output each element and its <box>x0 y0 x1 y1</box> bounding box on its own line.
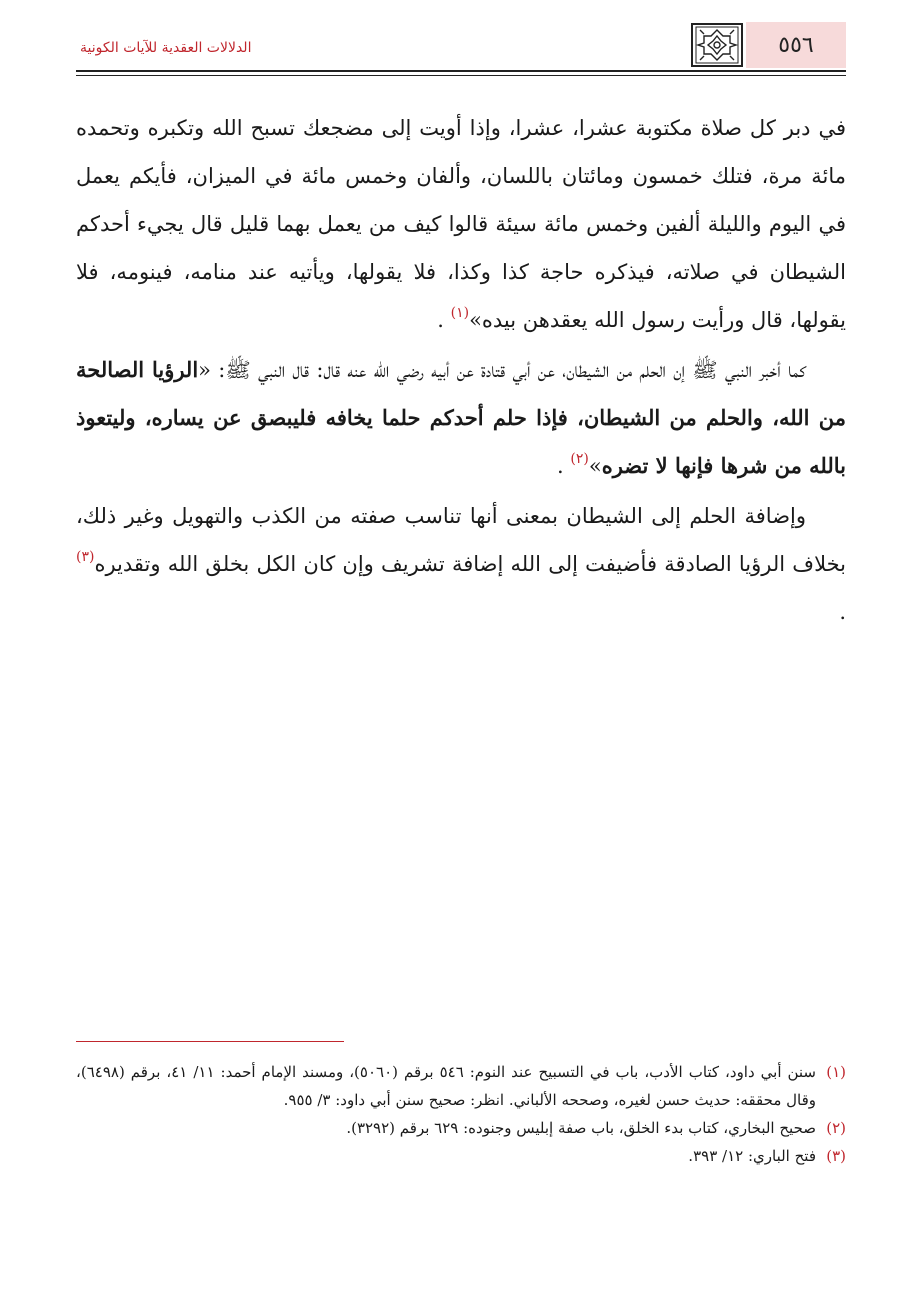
main-text <box>76 104 846 638</box>
ornament-icon <box>690 23 744 67</box>
running-title: الدلالات العقدية للآيات الكونية <box>80 40 252 56</box>
paragraph-1-end: . <box>437 308 451 332</box>
paragraph-1 <box>76 104 846 344</box>
header-rule <box>76 70 846 72</box>
quote-close: » <box>588 454 602 478</box>
footnote-ref-2[interactable]: (٢) <box>570 451 589 467</box>
paragraph-1-text: في دبر كل صلاة مكتوبة عشرا، عشرا، وإذا أويت إلى مضجعك تسبح الله وتكبره وتحمده مائة مرة، فتلك خمسون ومائتان باللسان، وألفان وخمس مائة في الميزان، فأيكم يعمل في اليوم والليلة ألفين وخمس مائة سيئة قالوا كيف من يعمل بهما قليل قال يجيء أحدكم الشيطان في صلاته، فيذكره حاجة كذا وكذا، فلا يقولها، ويأتيه عند منامه، فينومه، فلا يقولها، قال ورأيت رسول الله يعقدهن بيده» <box>76 116 846 332</box>
footnote-ref-3[interactable]: (٣) <box>76 549 95 565</box>
page-number-box <box>746 22 846 68</box>
footnote-text: فتح الباري: ١٢/ ٣٩٣. <box>688 1147 816 1165</box>
paragraph-3-text: وإضافة الحلم إلى الشيطان بمعنى أنها تناسب صفته من الكذب والتهويل وغير ذلك، بخلاف الرؤيا الصادقة فأضيفت إلى الله إضافة تشريف وإن كان الكل بخلق الله وتقديره <box>76 504 846 576</box>
footnote-3 <box>76 1142 846 1170</box>
footnote-separator <box>76 1041 344 1042</box>
footnote-2 <box>76 1114 846 1142</box>
paragraph-2 <box>76 346 846 490</box>
footnote-text: صحيح البخاري، كتاب بدء الخلق، باب صفة إبليس وجنوده: ٦٢٩ برقم (٣٢٩٢). <box>346 1119 816 1137</box>
paragraph-3-end: . <box>839 600 846 624</box>
paragraph-2-end: . <box>557 454 571 478</box>
footnote-1 <box>76 1058 846 1114</box>
footnotes <box>76 1058 846 1170</box>
footnote-ref-1[interactable]: (١) <box>450 305 470 321</box>
page-number: ٥٥٦ <box>778 32 814 58</box>
paragraph-2-text: كما أخبر النبي ﷺ إن الحلم من الشيطان، عن أبي قتادة عن أبيه رضي الله عنه قال: قال النبي ﷺ: « <box>198 358 806 382</box>
page-header <box>76 22 846 70</box>
hadith-quote-bold: الرؤيا الصالحة من الله، والحلم من الشيطان، فإذا حلم أحدكم حلما يخافه فليبصق عن يساره، وليتعوذ بالله من شرها فإنها لا تضره <box>76 357 846 478</box>
footnote-number: (٢) <box>826 1119 846 1137</box>
header-rule-thin <box>76 75 846 76</box>
paragraph-3 <box>76 492 846 636</box>
footnote-text: سنن أبي داود، كتاب الأدب، باب في التسبيح عند النوم: ٥٤٦ برقم (٥٠٦٠)، ومسند الإمام أحمد: ١١/ ٤١، برقم (٦٤٩٨)، وقال محققه: حديث حسن لغيره، وصححه الألباني. انظر: صحيح سنن أبي داود: ٣/ ٩٥٥. <box>76 1063 816 1109</box>
footnote-number: (١) <box>826 1063 846 1081</box>
footnote-number: (٣) <box>826 1147 846 1165</box>
